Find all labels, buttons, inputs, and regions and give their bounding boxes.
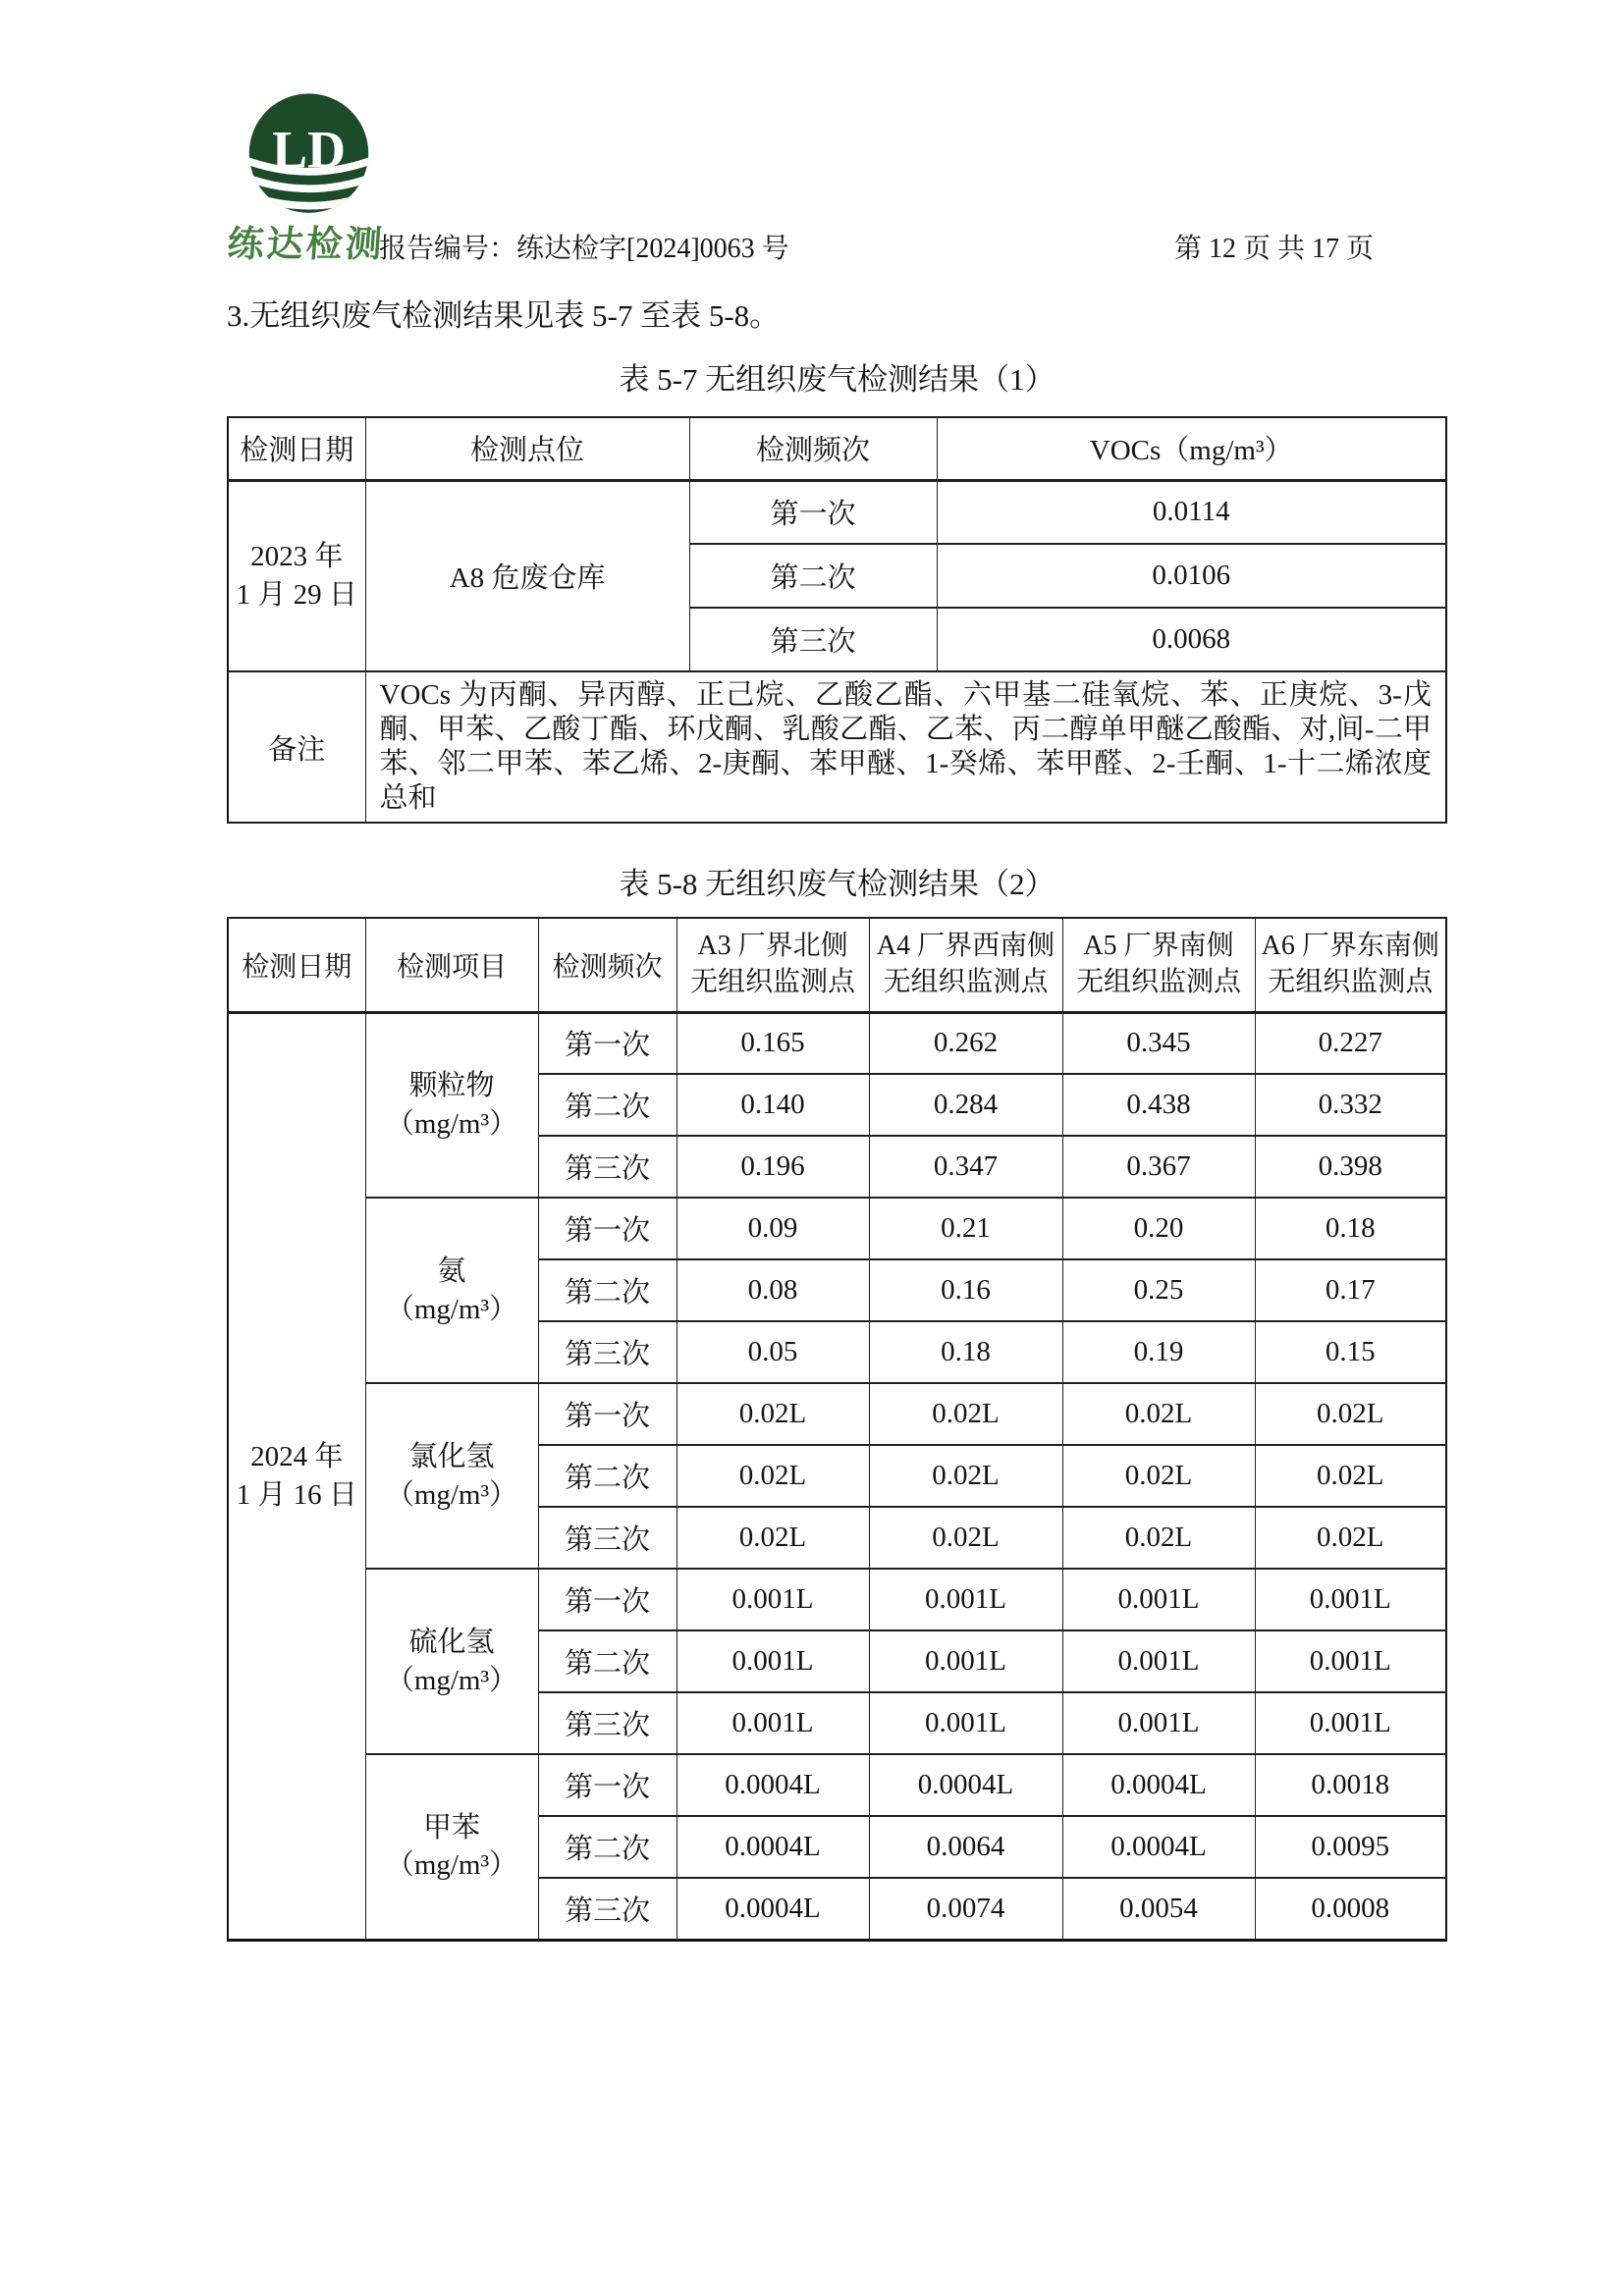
value-cell: 0.0018 bbox=[1255, 1754, 1446, 1816]
freq-cell: 第一次 bbox=[689, 480, 937, 544]
t57-note-row bbox=[228, 671, 1446, 823]
freq-cell: 第三次 bbox=[689, 608, 937, 671]
value-cell: 0.02L bbox=[869, 1445, 1062, 1507]
value-cell: 0.0004L bbox=[1062, 1816, 1255, 1878]
page-indicator: 第 12 页 共 17 页 bbox=[1174, 234, 1375, 264]
value-cell: 0.02L bbox=[869, 1507, 1062, 1569]
ld-globe-icon bbox=[243, 90, 375, 220]
item-name: 氯化氢 bbox=[408, 1441, 495, 1473]
table-row bbox=[228, 1754, 1446, 1816]
logo-ld-text: LD bbox=[271, 120, 347, 180]
value-cell: 0.398 bbox=[1255, 1136, 1446, 1198]
date-line-1: 2023 年 bbox=[250, 541, 344, 573]
point-sub: 无组织监测点 bbox=[689, 966, 855, 997]
value-cell: 0.16 bbox=[869, 1259, 1062, 1321]
section-intro: 3.无组织废气检测结果见表 5-7 至表 5-8。 bbox=[227, 298, 781, 333]
t58-col-date: 检测日期 bbox=[228, 918, 365, 1012]
value-cell: 0.196 bbox=[677, 1136, 869, 1198]
value-cell: 0.0004L bbox=[677, 1878, 869, 1940]
item-unit: （mg/m³） bbox=[385, 1293, 518, 1325]
freq-cell: 第三次 bbox=[538, 1692, 677, 1754]
table-row bbox=[228, 1569, 1446, 1630]
item-name: 硫化氢 bbox=[408, 1627, 495, 1659]
t57-col-date: 检测日期 bbox=[228, 417, 365, 480]
value-cell: 0.367 bbox=[1062, 1136, 1255, 1198]
value-cell: 0.08 bbox=[677, 1259, 869, 1321]
value-cell: 0.284 bbox=[869, 1074, 1062, 1136]
value-cell: 0.20 bbox=[1062, 1198, 1255, 1259]
value-cell: 0.001L bbox=[869, 1630, 1062, 1692]
value-cell: 0.02L bbox=[677, 1445, 869, 1507]
point-name: A4 厂界西南侧 bbox=[876, 930, 1056, 961]
value-cell: 0.02L bbox=[677, 1507, 869, 1569]
freq-cell: 第二次 bbox=[538, 1816, 677, 1878]
freq-cell: 第一次 bbox=[538, 1383, 677, 1445]
date-line-2: 1 月 29 日 bbox=[236, 578, 357, 611]
item-unit: （mg/m³） bbox=[385, 1664, 518, 1696]
t58-header-row bbox=[228, 918, 1446, 1012]
value-cell: 0.227 bbox=[1255, 1012, 1446, 1074]
value-cell: 0.001L bbox=[677, 1569, 869, 1630]
t57-date-cell bbox=[228, 480, 365, 671]
t58-col-freq: 检测频次 bbox=[538, 918, 677, 1012]
value-cell: 0.165 bbox=[677, 1012, 869, 1074]
company-logo bbox=[243, 90, 375, 220]
t57-header-row bbox=[228, 417, 1446, 480]
table-5-7 bbox=[227, 416, 1447, 824]
item-cell bbox=[365, 1012, 538, 1198]
item-cell bbox=[365, 1383, 538, 1569]
item-unit: （mg/m³） bbox=[385, 1849, 518, 1882]
value-cell: 0.0095 bbox=[1255, 1816, 1446, 1878]
date-line-2: 1 月 16 日 bbox=[236, 1478, 357, 1511]
table-row bbox=[228, 480, 1446, 544]
item-name: 氨 bbox=[437, 1255, 466, 1288]
freq-cell: 第二次 bbox=[538, 1259, 677, 1321]
value-cell: 0.001L bbox=[677, 1630, 869, 1692]
point-name: A3 厂界北侧 bbox=[697, 930, 848, 961]
main-content bbox=[227, 291, 1447, 1942]
item-cell bbox=[365, 1569, 538, 1754]
point-name: A5 厂界南侧 bbox=[1083, 930, 1234, 961]
value-cell: 0.02L bbox=[1062, 1445, 1255, 1507]
item-unit: （mg/m³） bbox=[385, 1107, 518, 1140]
t57-point-cell: A8 危废仓库 bbox=[365, 480, 689, 671]
value-cell: 0.001L bbox=[1255, 1569, 1446, 1630]
point-sub: 无组织监测点 bbox=[1268, 966, 1434, 997]
value-cell: 0.0064 bbox=[869, 1816, 1062, 1878]
table-row bbox=[228, 1012, 1446, 1074]
freq-cell: 第三次 bbox=[538, 1136, 677, 1198]
value-cell: 0.02L bbox=[1255, 1445, 1446, 1507]
t57-col-vocs: VOCs（mg/m³） bbox=[937, 417, 1446, 480]
value-cell: 0.02L bbox=[677, 1383, 869, 1445]
item-unit: （mg/m³） bbox=[385, 1478, 518, 1511]
table-row bbox=[228, 1198, 1446, 1259]
item-cell bbox=[365, 1754, 538, 1940]
value-cell: 0.001L bbox=[869, 1569, 1062, 1630]
value-cell: 0.02L bbox=[1255, 1507, 1446, 1569]
value-cell: 0.02L bbox=[869, 1383, 1062, 1445]
value-cell: 0.345 bbox=[1062, 1012, 1255, 1074]
note-text-cell: VOCs 为丙酮、异丙醇、正己烷、乙酸乙酯、六甲基二硅氧烷、苯、正庚烷、3-戊酮、甲苯、乙酸丁酯、环戊酮、乳酸乙酯、乙苯、丙二醇单甲醚乙酸酯、对,间-二甲苯、邻二甲苯、苯乙烯、2-庚酮、苯甲醚、1-癸烯、苯甲醛、2-壬酮、1-十二烯浓度总和 bbox=[365, 671, 1446, 823]
value-cell: 0.19 bbox=[1062, 1321, 1255, 1383]
value-cell: 0.0004L bbox=[1062, 1754, 1255, 1816]
value-cell: 0.001L bbox=[1062, 1569, 1255, 1630]
value-cell: 0.18 bbox=[1255, 1198, 1446, 1259]
value-cell: 0.15 bbox=[1255, 1321, 1446, 1383]
value-cell: 0.438 bbox=[1062, 1074, 1255, 1136]
t58-col-item: 检测项目 bbox=[365, 918, 538, 1012]
item-name: 颗粒物 bbox=[408, 1070, 495, 1102]
report-number: 报告编号：练达检字[2024]0063 号 bbox=[379, 234, 789, 264]
freq-cell: 第二次 bbox=[689, 544, 937, 608]
value-cell: 0.0068 bbox=[937, 608, 1446, 671]
value-cell: 0.0004L bbox=[869, 1754, 1062, 1816]
value-cell: 0.18 bbox=[869, 1321, 1062, 1383]
value-cell: 0.001L bbox=[1062, 1692, 1255, 1754]
point-sub: 无组织监测点 bbox=[883, 966, 1049, 997]
freq-cell: 第三次 bbox=[538, 1507, 677, 1569]
value-cell: 0.0054 bbox=[1062, 1878, 1255, 1940]
table-row bbox=[228, 1383, 1446, 1445]
date-line-1: 2024 年 bbox=[250, 1441, 344, 1473]
freq-cell: 第一次 bbox=[538, 1012, 677, 1074]
table-5-8-title: 表 5-8 无组织废气检测结果（2） bbox=[619, 867, 1056, 901]
freq-cell: 第三次 bbox=[538, 1321, 677, 1383]
brand-name: 练达检测 bbox=[226, 225, 387, 265]
value-cell: 0.347 bbox=[869, 1136, 1062, 1198]
t58-col-point-a4 bbox=[869, 918, 1062, 1012]
freq-cell: 第二次 bbox=[538, 1630, 677, 1692]
value-cell: 0.0114 bbox=[937, 480, 1446, 544]
t58-col-point-a3 bbox=[677, 918, 869, 1012]
item-cell bbox=[365, 1198, 538, 1383]
t58-date-cell bbox=[228, 1012, 365, 1940]
value-cell: 0.0004L bbox=[677, 1754, 869, 1816]
freq-cell: 第二次 bbox=[538, 1074, 677, 1136]
value-cell: 0.001L bbox=[677, 1692, 869, 1754]
freq-cell: 第二次 bbox=[538, 1445, 677, 1507]
note-label-cell: 备注 bbox=[228, 671, 365, 823]
value-cell: 0.0106 bbox=[937, 544, 1446, 608]
table-5-7-title: 表 5-7 无组织废气检测结果（1） bbox=[619, 362, 1056, 397]
value-cell: 0.0004L bbox=[677, 1816, 869, 1878]
t58-col-point-a5 bbox=[1062, 918, 1255, 1012]
freq-cell: 第一次 bbox=[538, 1569, 677, 1630]
t57-col-point: 检测点位 bbox=[365, 417, 689, 480]
point-name: A6 厂界东南侧 bbox=[1261, 930, 1439, 961]
value-cell: 0.05 bbox=[677, 1321, 869, 1383]
value-cell: 0.02L bbox=[1255, 1383, 1446, 1445]
value-cell: 0.001L bbox=[1062, 1630, 1255, 1692]
value-cell: 0.262 bbox=[869, 1012, 1062, 1074]
value-cell: 0.001L bbox=[1255, 1692, 1446, 1754]
value-cell: 0.25 bbox=[1062, 1259, 1255, 1321]
freq-cell: 第一次 bbox=[538, 1754, 677, 1816]
t58-col-point-a6 bbox=[1255, 918, 1446, 1012]
value-cell: 0.0074 bbox=[869, 1878, 1062, 1940]
value-cell: 0.001L bbox=[869, 1692, 1062, 1754]
t57-col-freq: 检测频次 bbox=[689, 417, 937, 480]
value-cell: 0.02L bbox=[1062, 1383, 1255, 1445]
value-cell: 0.17 bbox=[1255, 1259, 1446, 1321]
freq-cell: 第一次 bbox=[538, 1198, 677, 1259]
table-5-8 bbox=[227, 917, 1447, 1942]
value-cell: 0.001L bbox=[1255, 1630, 1446, 1692]
value-cell: 0.0008 bbox=[1255, 1878, 1446, 1940]
item-name: 甲苯 bbox=[422, 1811, 480, 1843]
point-sub: 无组织监测点 bbox=[1075, 966, 1241, 997]
value-cell: 0.140 bbox=[677, 1074, 869, 1136]
value-cell: 0.02L bbox=[1062, 1507, 1255, 1569]
freq-cell: 第三次 bbox=[538, 1878, 677, 1940]
value-cell: 0.332 bbox=[1255, 1074, 1446, 1136]
value-cell: 0.09 bbox=[677, 1198, 869, 1259]
value-cell: 0.21 bbox=[869, 1198, 1062, 1259]
